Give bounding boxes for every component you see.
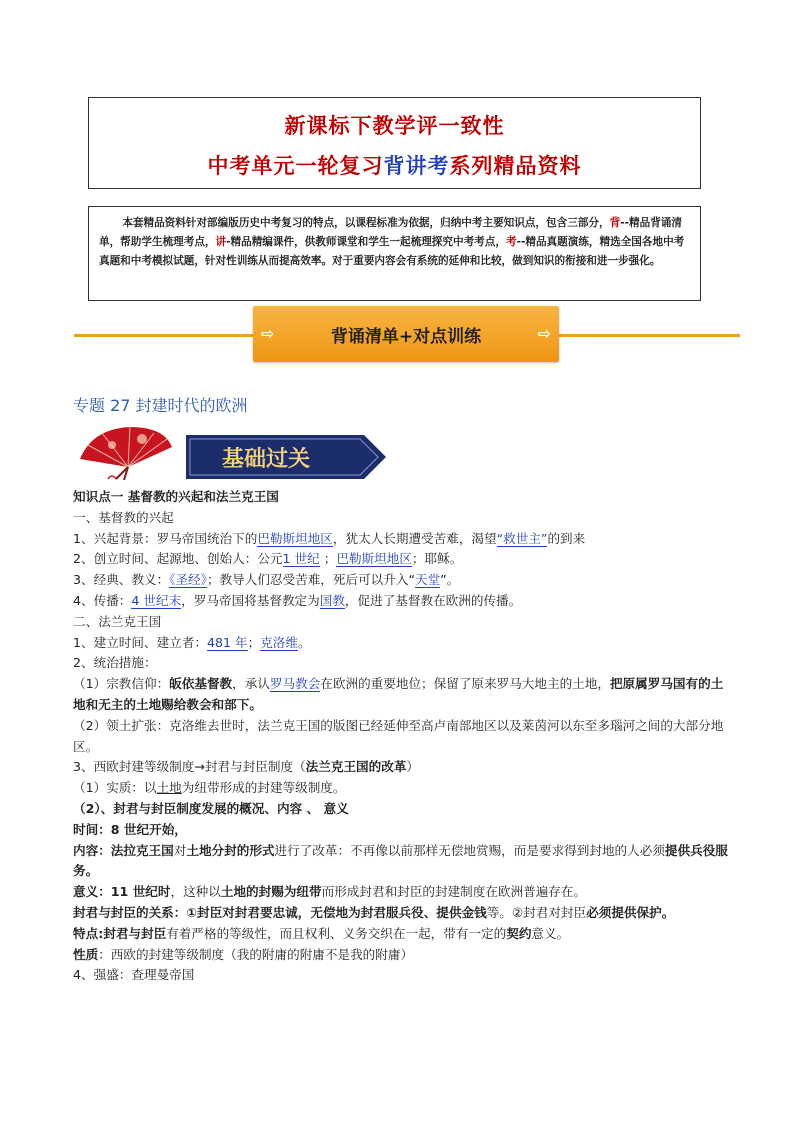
line-content [73, 841, 728, 883]
text: 。 [297, 634, 311, 650]
underlined-term: 《圣经》 [169, 572, 207, 588]
bold-term: 11 世纪时 [110, 884, 171, 900]
line-measures: 2、统治措施： [73, 655, 157, 671]
bold-term: 法兰克王国的改革 [305, 759, 407, 775]
text: 3、经典、教义： [73, 572, 170, 588]
text: ； [247, 634, 261, 650]
banner-line-right [558, 334, 740, 337]
line-spread [73, 591, 728, 612]
text: （1）实质：以 [73, 780, 157, 796]
line-features [73, 924, 728, 945]
line-time [73, 820, 728, 841]
text: 3、西欧封建等级制度→封君与封臣制度（ [73, 759, 306, 775]
fan-icon [72, 423, 176, 481]
bold-term: 皈依基督教 [169, 676, 233, 692]
text: ；教导人们忍受苦难，死后可以升入“ [206, 572, 415, 588]
line-essence [73, 778, 728, 799]
knowledge-point-heading: 知识点一 基督教的兴起和法兰克王国 [73, 489, 279, 504]
bold-term: 封君与封臣的关系：①封臣对封君要忠诚，无偿地为封君服兵役、提供金钱 [73, 904, 487, 920]
topic-title: 专题 27 封建时代的欧洲 [73, 396, 248, 415]
intro-text-1: 本套精品资料针对部编版历史中考复习的特点，以课程标准为依据，归纳中考主要知识点，包含三部分， [122, 217, 610, 229]
line-significance [73, 882, 728, 903]
bold-term: 内容：法拉克王国 [73, 842, 174, 858]
line-doctrine [73, 570, 728, 591]
text: （1）宗教信仰： [73, 676, 170, 692]
text: 8 世纪开始， [110, 821, 187, 837]
text: ，这种以 [170, 884, 221, 900]
text: 4、传播： [73, 592, 132, 608]
underlined-term: 巴勒斯坦地区 [336, 551, 412, 567]
title-part-b: 背讲考 [383, 153, 450, 178]
text: 1、兴起背景：罗马帝国统治下的 [73, 530, 258, 546]
text: ”。 [440, 572, 460, 588]
text: ） [406, 759, 420, 775]
text: 而形成封君和封臣的封建制度在欧洲普遍存在。 [321, 884, 587, 900]
line-establishment [73, 633, 728, 654]
text: ，犹太人长期遭受苦难，渴望 [332, 530, 497, 546]
text: 等。②封君对封臣 [486, 904, 587, 920]
underlined-term: “救世主” [496, 530, 548, 546]
title-box [88, 97, 701, 189]
text: 1、建立时间、建立者： [73, 634, 207, 650]
bold-term: 性质 [73, 946, 99, 962]
bold-term: 意义： [73, 884, 111, 900]
section-title-label: 基础过关 [221, 446, 311, 472]
underlined-term: 克洛维 [260, 634, 298, 650]
text: 有着严格的等级性，而且权利、义务交织在一起，带有一定的 [166, 925, 507, 941]
text: 对 [173, 842, 187, 858]
intro-keyword-bei: 背 [609, 217, 621, 229]
content-body [73, 487, 728, 986]
underlined-term: 国教 [319, 592, 345, 608]
underlined-term: 罗马教会 [269, 676, 321, 692]
banner-line-left [74, 334, 254, 337]
intro-box [88, 206, 701, 301]
bold-term: 必须提供保护。 [586, 904, 675, 920]
line-peak: 4、强盛：查理曼帝国 [73, 967, 195, 983]
line-founding [73, 549, 728, 570]
bold-term: 契约 [506, 925, 532, 941]
line-overview-heading: （2）、封君与封臣制度发展的概况、内容 、 意义 [73, 800, 349, 816]
title-part-a: 中考单元一轮复习 [207, 153, 384, 178]
intro-keyword-jiang: 讲 [215, 236, 227, 248]
title-line-1: 新课标下教学评一致性 [284, 113, 505, 138]
bold-term: 土地的封赐为纽带 [220, 884, 322, 900]
text: ；耶稣。 [411, 551, 463, 567]
bold-term: 把原属罗马国有的土地和无主的土地赐给教会和部下。 [73, 676, 724, 712]
line-background [73, 529, 728, 550]
line-territory: （2）领土扩张：克洛维去世时，法兰克王国的版图已经延伸至高卢南部地区以及莱茵河以东至多瑙河之间的大部分地区。 [73, 717, 724, 754]
arrow-right-icon: ⇨ [261, 324, 275, 343]
text: 进行了改革：不再像以前那样无偿地赏赐，而是要求得到封地的人必须 [274, 842, 665, 858]
line-relationship [73, 903, 728, 924]
section-heading-christianity: 一、基督教的兴起 [73, 509, 174, 525]
underlined-term: 1 世纪 [282, 551, 320, 567]
bold-term: 特点:封君与封臣 [73, 925, 167, 941]
title-part-c: 系列精品资料 [449, 153, 582, 178]
title-line-2 [89, 152, 700, 180]
text: 为纽带形成的封建等级制度。 [181, 780, 346, 796]
banner-label: 背诵清单+对点训练 [330, 327, 482, 347]
line-religion [73, 674, 728, 716]
underlined-term: 481 年 [206, 634, 248, 650]
underlined-term: 巴勒斯坦地区 [257, 530, 333, 546]
underlined-term: 4 世纪末 [131, 592, 182, 608]
intro-text-4: --精品真题演练，精选全国各地中考真题和中考模拟试题，针对性训练从而提高效率。对于重要内容会有系统的延伸和比较，做到知识的衔接和进一步强化。 [99, 236, 685, 267]
underlined-term: 土地 [156, 780, 182, 796]
text: 在欧洲的重要地位；保留了原来罗马大地主的土地， [320, 676, 610, 692]
intro-text-3: -精品精编课件，供教师课堂和学生一起梳理探究中考考点， [226, 236, 506, 248]
line-nature [73, 945, 728, 966]
line-feudal-system [73, 757, 728, 778]
text: ，促进了基督教在欧洲的传播。 [344, 592, 522, 608]
section-header-banner [253, 306, 559, 362]
text: ； [319, 551, 337, 567]
text: ，罗马帝国将基督教定为 [181, 592, 320, 608]
section-heading-frankish: 二、法兰克王国 [73, 613, 162, 629]
text: ，承认 [232, 676, 270, 692]
intro-keyword-kao: 考 [505, 236, 517, 248]
intro-paragraph [99, 214, 690, 271]
text: ：西欧的封建等级制度（我的附庸的附庸不是我的附庸） [98, 946, 414, 962]
underlined-term: 天堂 [414, 572, 441, 588]
intro-text-2: --精品背诵清单，帮助学生梳理考点， [99, 217, 682, 248]
text: 时间： [73, 821, 111, 837]
bold-term: 土地分封的形式 [186, 842, 275, 858]
text: 意义。 [531, 925, 570, 941]
text: 2、创立时间、起源地、创始人：公元 [73, 551, 283, 567]
bold-term: 提供兵役服务。 [73, 842, 728, 879]
text: 的到来 [547, 530, 586, 546]
section-title-banner [186, 435, 386, 479]
arrow-right-icon: ⇨ [537, 324, 551, 343]
